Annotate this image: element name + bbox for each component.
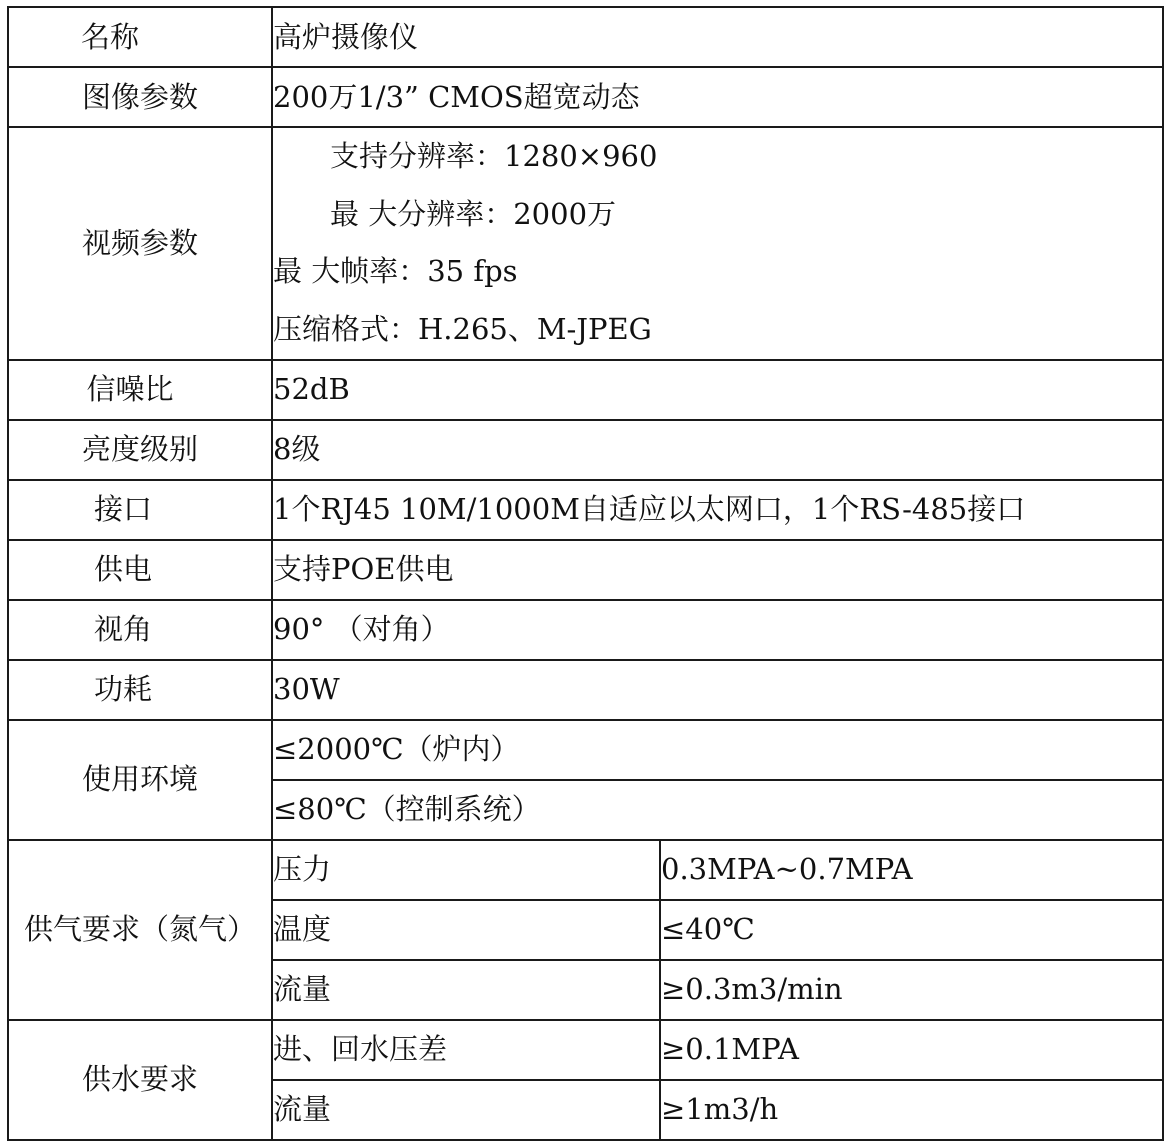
row-label-text: 亮度级别	[81, 432, 198, 467]
row-label-text: 信噪比	[86, 372, 174, 407]
row-value: 200万1/3” CMOS超宽动态	[272, 67, 1163, 127]
row-label	[8, 67, 272, 127]
row-value: 52dB	[272, 360, 1163, 420]
table-row	[8, 540, 1163, 600]
row-value: 支持POE供电	[272, 540, 1163, 600]
video-line: 最 大分辨率：2000万	[330, 196, 617, 231]
row-label-text: 使用环境	[81, 762, 198, 797]
row-label	[8, 127, 272, 360]
table-row	[8, 127, 1163, 360]
sub-item-name: 压力	[272, 840, 660, 900]
table-row	[8, 360, 1163, 420]
row-label	[8, 540, 272, 600]
video-params-cell	[272, 127, 1163, 360]
table-row	[8, 660, 1163, 720]
row-value: ≤80℃（控制系统）	[272, 780, 1163, 840]
row-label	[8, 480, 272, 540]
sub-item-value: 0.3MPA~0.7MPA	[660, 840, 1163, 900]
row-value: 1个RJ45 10M/1000M自适应以太网口，1个RS-485接口	[272, 480, 1163, 540]
video-line: 最 大帧率：35 fps	[273, 254, 518, 289]
spec-table	[7, 6, 1164, 1141]
row-label-text: 供气要求（氮气）	[23, 912, 256, 947]
table-row	[8, 600, 1163, 660]
row-label	[8, 600, 272, 660]
sub-item-name: 流量	[272, 1080, 660, 1140]
row-value: ≤2000℃（炉内）	[272, 720, 1163, 780]
row-value: 90° （对角）	[272, 600, 1163, 660]
sub-item-value: ≥1m3/h	[660, 1080, 1163, 1140]
sub-item-value: ≤40℃	[660, 900, 1163, 960]
sub-item-name: 进、回水压差	[272, 1020, 660, 1080]
table-row	[8, 840, 1163, 900]
table-row	[8, 67, 1163, 127]
row-label-text: 视频参数	[81, 225, 198, 260]
sub-item-name: 温度	[272, 900, 660, 960]
row-label-text: 图像参数	[81, 79, 198, 114]
table-row	[8, 1020, 1163, 1080]
row-label	[8, 840, 272, 1020]
row-label-text: 供水要求	[81, 1062, 198, 1097]
row-label	[8, 660, 272, 720]
video-line: 支持分辨率：1280×960	[330, 139, 658, 173]
row-label-text: 供电	[93, 552, 152, 587]
table-row	[8, 480, 1163, 540]
sub-item-value: ≥0.1MPA	[660, 1020, 1163, 1080]
table-row	[8, 420, 1163, 480]
sub-item-name: 流量	[272, 960, 660, 1020]
row-value: 8级	[272, 420, 1163, 480]
row-value: 30W	[272, 660, 1163, 720]
video-line: 压缩格式：H.265、M-JPEG	[273, 312, 652, 347]
sub-item-value: ≥0.3m3/min	[660, 960, 1163, 1020]
row-label	[8, 7, 272, 67]
row-label-text: 功耗	[93, 672, 152, 707]
row-label	[8, 720, 272, 840]
table-row	[8, 7, 1163, 67]
row-value: 高炉摄像仪	[272, 7, 1163, 67]
row-label	[8, 360, 272, 420]
row-label-text: 视角	[93, 612, 152, 647]
row-label-text: 名称	[80, 19, 139, 54]
table-row	[8, 720, 1163, 780]
row-label-text: 接口	[93, 492, 152, 527]
row-label	[8, 420, 272, 480]
row-label	[8, 1020, 272, 1140]
